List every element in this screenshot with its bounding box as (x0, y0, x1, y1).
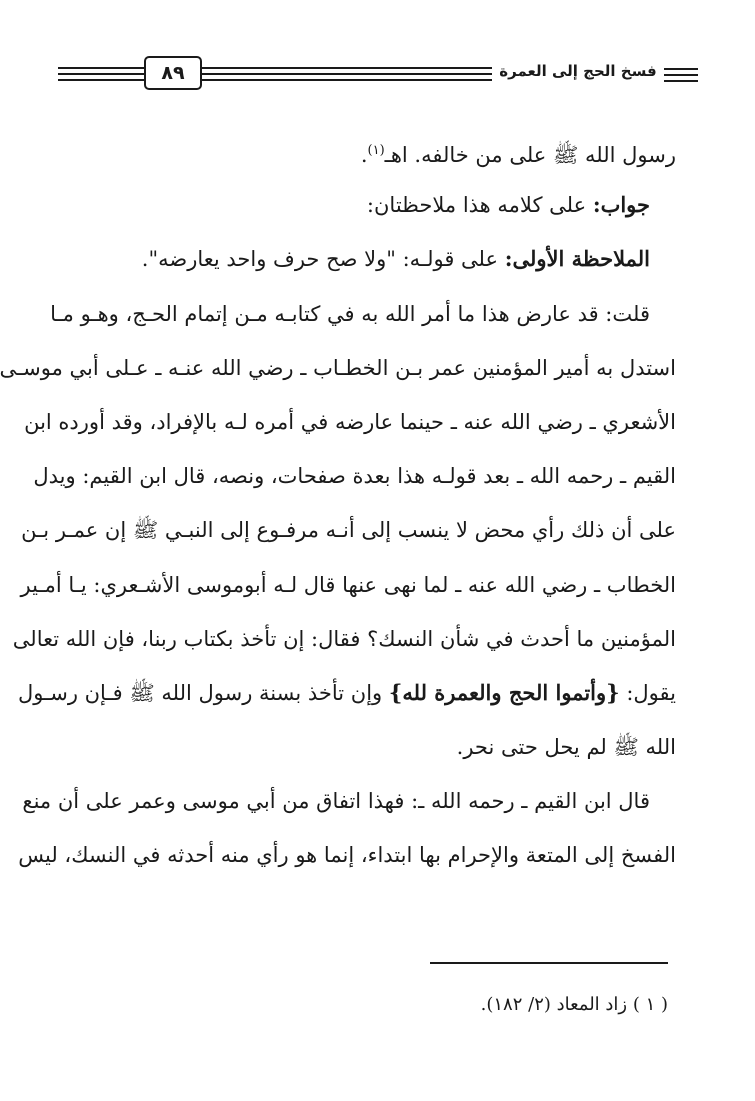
text-segment: وإن تأخذ بسنة رسول الله ﷺ فـإن رسـول (17, 680, 383, 705)
footnote-separator (430, 962, 668, 964)
remark-label: الملاحظة الأولى: (504, 246, 650, 272)
text-line: استدل به أمير المؤمنين عمر بـن الخطـاب ـ رضي الله عنـه ـ عـلى أبي موسـى (0, 355, 676, 380)
text-segment: رسول الله ﷺ على من خالفه. اهـ (384, 143, 676, 167)
text-segment: على كلامه هذا ملاحظتان: (366, 193, 587, 218)
footnote: ( ١ ) زاد المعاد (٢/ ١٨٢). (480, 994, 668, 1015)
text-line: قال ابن القيم ـ رحمه الله ـ: فهذا اتفاق من أبي موسى وعمر على أن منع (22, 789, 650, 814)
quran-verse: {وأتموا الحج والعمرة لله} (388, 679, 620, 705)
text-line: القيم ـ رحمه الله ـ بعد قولـه هذا بعدة صفحات، ونصه، قال ابن القيم: ويدل (33, 464, 676, 489)
text-line: الأشعري ـ رضي الله عنه ـ حينما عارضه في أمره لـه بالإفراد، وقد أورده ابن (24, 409, 676, 434)
header-ornament (664, 68, 698, 86)
header-rule-right-3 (202, 79, 492, 81)
running-title: فسخ الحج إلى العمرة (499, 62, 657, 80)
text-line (62, 232, 676, 286)
text-line (17, 666, 676, 720)
text-line: رسول الله ﷺ على من خالفه. اهـ$^{(١)}$. (360, 143, 676, 167)
body-text (0, 124, 676, 883)
text-line: قلت: قد عارض هذا ما أمر الله به في كتابـه مـن إتمام الحـج، وهـو مـا (50, 301, 650, 326)
header-rule-right-2 (202, 73, 492, 75)
text-line: المؤمنين ما أحدث في شأن النسك؟ فقال: إن تأخذ بكتاب ربنا، فإن الله تعالى (12, 626, 676, 651)
header-rule-left-1 (58, 67, 144, 69)
text-line (62, 178, 676, 232)
header-rule-right-1 (202, 67, 492, 69)
footnote-ref: (١) (367, 143, 385, 158)
page-header (58, 56, 698, 94)
text-segment: يقول: (626, 680, 676, 705)
text-line: على أن ذلك رأي محض لا ينسب إلى أنـه مرفـوع إلى النبـي ﷺ إن عمـر بـن (21, 518, 676, 543)
header-rule-left-2 (58, 73, 144, 75)
text-segment: على قولـه: "ولا صح حرف واحد يعارضه". (141, 247, 499, 272)
header-rule-left-3 (58, 79, 144, 81)
text-line: الفسخ إلى المتعة والإحرام بها ابتداء، إنما هو رأي منه أحدثه في النسك، ليس (18, 843, 676, 868)
text-line: الخطاب ـ رضي الله عنه ـ لما نهى عنها قال لـه أبوموسى الأشـعري: يـا أمـير (20, 572, 676, 597)
text-line: الله ﷺ لم يحل حتى نحر. (456, 735, 676, 760)
page-number: ٨٩ (144, 56, 202, 90)
answer-label: جواب: (592, 192, 650, 218)
